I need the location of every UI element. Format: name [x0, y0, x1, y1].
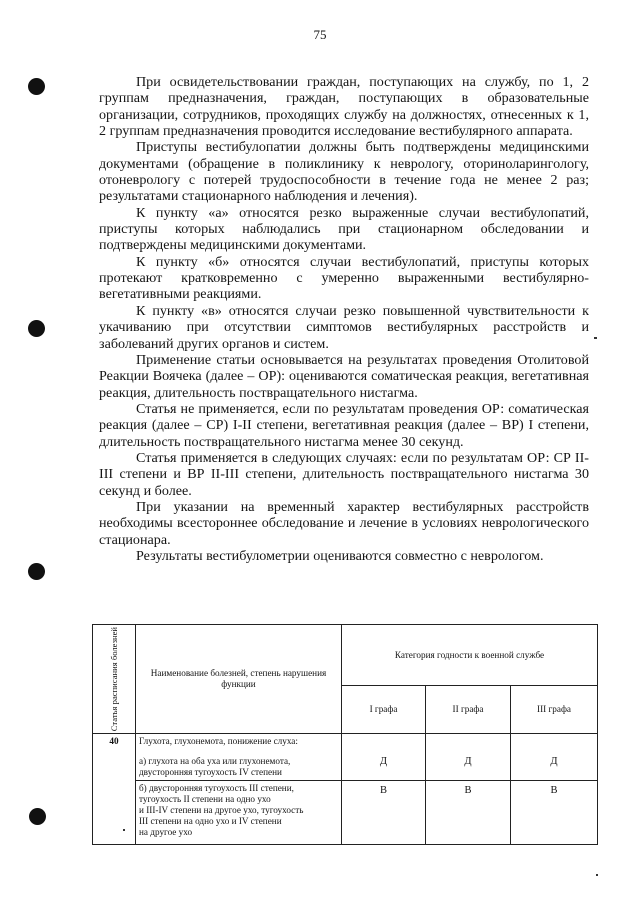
description-line: б) двусторонняя тугоухость III степени, — [139, 783, 294, 794]
paragraph: Статья не применяется, если по результатам проведения ОР: соматическая реакция (далее – СР) I-II степени, вегетативная реакция (далее – ВР) I степени, длительность поствращательного нистагма менее 30 секунд. — [99, 400, 589, 450]
table-row — [93, 734, 598, 781]
binder-hole-icon — [28, 563, 45, 580]
table-row — [93, 781, 598, 845]
description-line: двусторонняя тугоухость IV степени — [139, 767, 282, 778]
page-number: 75 — [313, 27, 327, 42]
scan-speck — [594, 337, 597, 339]
binder-hole-icon — [28, 320, 45, 337]
description-line: на другое ухо — [139, 827, 193, 838]
description-line: III степени на одно ухо и IV степени — [139, 816, 282, 827]
category-column-header: Категория годности к военной службе — [342, 625, 598, 686]
graph-3-header: III графа — [511, 686, 598, 734]
category-value: В — [464, 785, 472, 797]
description-line: тугоухость II степени на одно ухо — [139, 794, 271, 805]
category-value: Д — [464, 756, 472, 768]
paragraph: Результаты вестибулометрии оцениваются совместно с неврологом. — [136, 547, 544, 564]
category-value: В — [379, 785, 387, 797]
fitness-category-table — [92, 624, 598, 845]
paragraph: К пункту «в» относятся случаи резко повышенной чувствительности к укачиванию при отсутствии симптомов вестибулярных расстройств и заболеваний других органов и систем. — [99, 302, 589, 352]
body-text — [99, 74, 589, 564]
name-column-header: Наименование болезней, степень нарушения функции — [136, 625, 342, 734]
description-line: а) глухота на оба уха или глухонемота, — [139, 756, 291, 767]
article-column-header — [93, 625, 136, 734]
paragraph: При указании на временный характер вестибулярных расстройств необходимы всестороннее обследование и лечение в условиях неврологического стационара. — [99, 498, 589, 548]
binder-hole-icon — [28, 78, 45, 95]
article-number: 40 — [93, 734, 136, 845]
paragraph: Статья применяется в следующих случаях: если по результатам ОР: СР II-III степени и ВР II-III степени, длительность поствращательного нистагма 30 секунд и более. — [99, 449, 589, 499]
paragraph: Применение статьи основывается на результатах проведения Отолитовой Реакции Воячека (далее – ОР): оцениваются соматическая реакция, вегетативная реакция, длительность поствращательного нистагма. — [99, 351, 589, 401]
paragraph: К пункту «б» относятся случаи вестибулопатий, приступы которых протекают кратковременно с умеренно выраженными вестибулярно-вегетативными реакциями. — [99, 253, 589, 303]
disease-intro: Глухота, глухонемота, понижение слуха: — [139, 736, 298, 747]
paragraph: К пункту «а» относятся резко выраженные случаи вестибулопатий, приступы которых наблюдались при стационарном обследовании и подтверждены медицинскими документами. — [99, 204, 589, 254]
category-value: Д — [550, 756, 558, 768]
scan-speck — [596, 874, 598, 876]
disease-description — [136, 734, 342, 781]
paragraph: Приступы вестибулопатии должны быть подтверждены медицинскими документами (обращение в поликлинику к неврологу, оториноларингологу, отоневрологу с потерей трудоспособности в течение года не менее 2 раз; результатами стационарного наблюдения и лечения). — [99, 139, 589, 205]
disease-description — [136, 781, 342, 845]
paragraph: При освидетельствовании граждан, поступающих на службу, по 1, 2 группам предназначения, граждан, поступающих в образовательные организации, сотрудников, проходящих службу на должностях, отнесенных к 1, 2 группам предназначения проводится исследование вестибулярного аппарата. — [99, 74, 589, 140]
binder-hole-icon — [29, 808, 46, 825]
category-value: В — [550, 785, 558, 797]
graph-1-header: I графа — [342, 686, 426, 734]
graph-2-header: II графа — [426, 686, 511, 734]
category-value: Д — [379, 756, 388, 768]
article-column-header-text: Статья расписания болезней — [109, 627, 119, 732]
description-line: и III-IV степени на другое ухо, тугоухость — [139, 805, 304, 816]
